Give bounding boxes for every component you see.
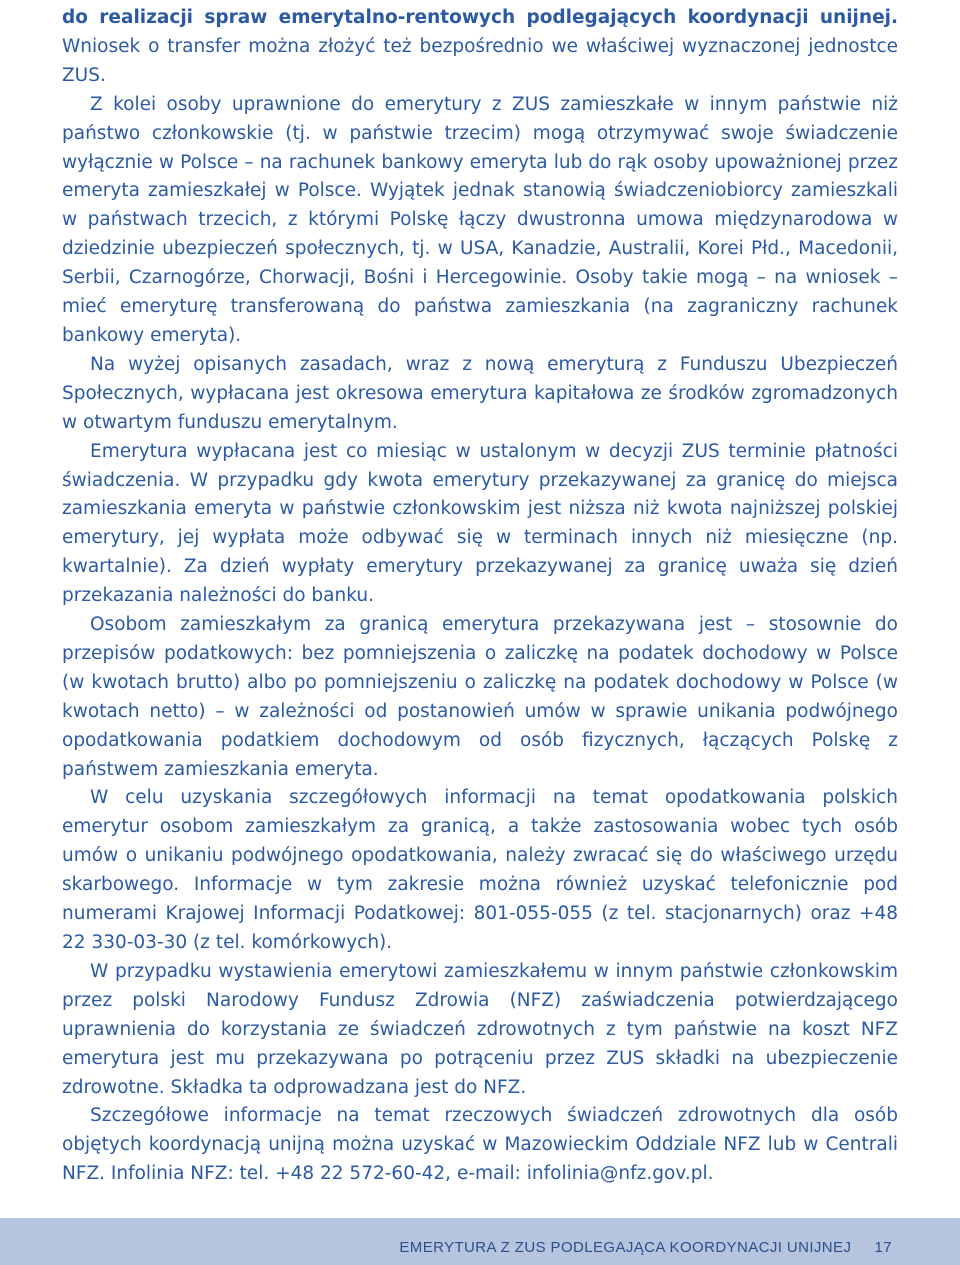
paragraph-1 bbox=[62, 4, 898, 91]
paragraph-1-text: Wniosek o transfer można złożyć też bezpośrednio we właściwej wyznaczonej jednostce ZUS. bbox=[62, 35, 898, 86]
body-text bbox=[62, 4, 898, 1189]
paragraph-5: Osobom zamieszkałym za granicą emerytura przekazywana jest – stosownie do przepisów podatkowych: bez pomniejszenia o zaliczkę na podatek dochodowy w Polsce (w kwotach brutto) albo po pomniejszeniu o zaliczkę na podatek dochodowy w Polsce (w kwotach netto) – w zależności od postanowień umów w sprawie unikania podwójnego opodatkowania podatkiem dochodowym od osób fizycznych, łączących Polskę z państwem zamieszkania emeryta. bbox=[62, 614, 898, 780]
paragraph-7: W przypadku wystawienia emerytowi zamieszkałemu w innym państwie członkowskim przez polski Narodowy Fundusz Zdrowia (NFZ) zaświadczenia potwierdzającego uprawnienia do korzystania ze świadczeń zdrowotnych z tym państwie na koszt NFZ emerytura jest mu przekazywana po potrąceniu przez ZUS składki na ubezpieczenie zdrowotne. Składka ta odprowadzana jest do NFZ. bbox=[62, 960, 898, 1098]
paragraph-3: Na wyżej opisanych zasadach, wraz z nową emeryturą z Funduszu Ubezpieczeń Społecznych, wypłacana jest okresowa emerytura kapitałowa ze środków zgromadzonych w otwartym funduszu emerytalnym. bbox=[62, 353, 898, 433]
paragraph-8: Szczegółowe informacje na temat rzeczowych świadczeń zdrowotnych dla osób objętych koordynacją unijną można uzyskać w Mazowieckim Oddziale NFZ lub w Centrali NFZ. Infolinia NFZ: tel. +48 22 572-60-42, e-mail: infolinia@nfz.gov.pl. bbox=[62, 1105, 898, 1185]
paragraph-2: Z kolei osoby uprawnione do emerytury z ZUS zamieszkałe w innym państwie niż państwo członkowskie (tj. w państwie trzecim) mogą otrzymywać swoje świadczenie wyłącznie w Polsce – na rachunek bankowy emeryta lub do rąk osoby upoważnionej przez emeryta zamieszkałej w Polsce. Wyjątek jednak stanowią świadczeniobiorcy zamieszkali w państwach trzecich, z którymi Polskę łączy dwustronna umowa międzynarodowa w dziedzinie ubezpieczeń społecznych, tj. w USA, Kanadzie, Australii, Korei Płd., Macedonii, Serbii, Czarnogórze, Chorwacji, Bośni i Hercegowinie. Osoby takie mogą – na wniosek – mieć emeryturę transferowaną do państwa zamieszkania (na zagraniczny rachunek bankowy emeryta). bbox=[62, 93, 898, 346]
paragraph-4: Emerytura wypłacana jest co miesiąc w ustalonym w decyzji ZUS terminie płatności świadczenia. W przypadku gdy kwota emerytury przekazywanej za granicę do miejsca zamieszkania emeryta w państwie członkowskim jest niższa niż kwota najniższej polskiej emerytury, jej wypłata może odbywać się w terminach innych niż miesięczne (np. kwartalnie). Za dzień wypłaty emerytury przekazywanej za granicę uważa się dzień przekazania należności do banku. bbox=[62, 440, 898, 607]
paragraph-6: W celu uzyskania szczegółowych informacji na temat opodatkowania polskich emerytur osobom zamieszkałym za granicą, a także zastosowania wobec tych osób umów o unikaniu podwójnego opodatkowania, należy zwracać się do właściwego urzędu skarbowego. Informacje w tym zakresie można również uzyskać telefonicznie pod numerami Krajowej Informacji Podatkowej: 801-055-055 (z tel. stacjonarnych) oraz +48 22 330-03-30 (z tel. komórkowych). bbox=[62, 787, 898, 953]
paragraph-1-bold-lead: do realizacji spraw emerytalno-rentowych podlegających koordynacji unijnej. bbox=[62, 7, 898, 28]
page-number: 17 bbox=[874, 1239, 892, 1256]
footer-running-title bbox=[399, 1239, 892, 1256]
footer-title-text: EMERYTURA Z ZUS PODLEGAJĄCA KOORDYNACJI UNIJNEJ bbox=[399, 1239, 852, 1256]
